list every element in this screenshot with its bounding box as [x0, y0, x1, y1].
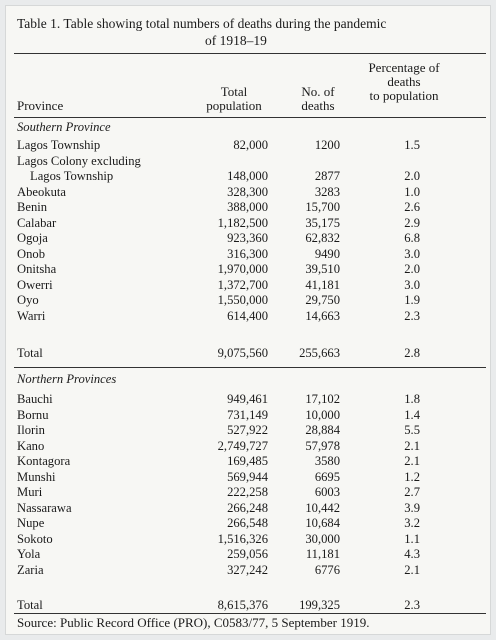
- table-row: [6, 231, 492, 245]
- percentage-cell: 5.5: [404, 423, 420, 437]
- percentage-cell: 2.1: [404, 562, 420, 577]
- deaths-cell: 1200: [314, 138, 340, 152]
- table-row: [6, 563, 492, 577]
- deaths-cell: 29,750: [305, 293, 340, 307]
- total-label: Total: [17, 346, 43, 360]
- percentage-cell: 2.3: [404, 308, 420, 323]
- total-row-northern: [6, 598, 492, 612]
- population-cell: 1,516,326: [217, 531, 268, 546]
- deaths-cell: 35,175: [305, 215, 340, 230]
- table-row: [6, 439, 492, 453]
- table-row: [6, 309, 492, 323]
- table-row: [6, 185, 492, 199]
- top-rule: [14, 53, 486, 54]
- population-cell: 731,149: [227, 407, 268, 422]
- percentage-cell: 4.3: [404, 547, 420, 561]
- header-deaths: [288, 85, 348, 113]
- province-name: Onob: [17, 246, 45, 261]
- header-deaths-line-1: No. of: [301, 84, 335, 99]
- table-row: [6, 547, 492, 561]
- section-rule: [14, 367, 486, 368]
- percentage-cell: 1.4: [404, 407, 420, 422]
- population-cell: 527,922: [227, 423, 268, 437]
- province-name: Yola: [17, 547, 41, 561]
- header-percentage-line-2: deaths: [387, 74, 421, 89]
- province-name: Lagos Township: [17, 138, 101, 152]
- population-cell: 949,461: [227, 392, 268, 406]
- percentage-cell: 1.2: [404, 469, 420, 484]
- province-name: Muri: [17, 485, 43, 499]
- table-row: [6, 216, 492, 230]
- province-name: Kontagora: [17, 454, 71, 468]
- percentage-cell: 6.8: [404, 231, 420, 245]
- header-percentage: [352, 61, 456, 103]
- deaths-cell: 6776: [314, 562, 340, 577]
- table-row: [6, 200, 492, 214]
- population-cell: 1,372,700: [217, 277, 268, 292]
- province-name: Munshi: [17, 469, 56, 484]
- deaths-cell: 30,000: [305, 531, 340, 546]
- deaths-cell: 15,700: [305, 200, 340, 214]
- document-page: [5, 5, 491, 635]
- percentage-cell: 1.0: [404, 184, 420, 199]
- percentage-cell: 2.1: [404, 438, 420, 453]
- population-cell: 569,944: [227, 469, 268, 484]
- deaths-cell: 57,978: [305, 438, 340, 453]
- province-name: Bornu: [17, 407, 49, 422]
- total-deaths: 199,325: [299, 598, 340, 612]
- deaths-cell: 11,181: [305, 547, 340, 561]
- header-percentage-line-1: Percentage of: [368, 60, 440, 75]
- province-name: Abeokuta: [17, 184, 66, 199]
- population-cell: 148,000: [227, 169, 268, 183]
- table-title-line-1: Table 1. Table showing total numbers of deaths during the pandemic: [17, 16, 387, 31]
- percentage-cell: 2.9: [404, 215, 420, 230]
- table-row: [6, 247, 492, 261]
- table-row: [6, 169, 492, 183]
- header-deaths-line-2: deaths: [301, 98, 335, 113]
- province-name: Bauchi: [17, 392, 53, 406]
- table-title-line-2: of 1918–19: [205, 33, 267, 48]
- table-row: [6, 532, 492, 546]
- section-heading-northern: [6, 372, 492, 386]
- population-cell: 327,242: [227, 562, 268, 577]
- total-population: 9,075,560: [217, 346, 268, 360]
- province-name: Oyo: [17, 293, 39, 307]
- table-title: [17, 15, 477, 49]
- source-note: Source: Public Record Office (PRO), C0583/77, 5 September 1919.: [17, 615, 370, 630]
- section-heading-label: Southern Province: [17, 120, 111, 134]
- population-cell: 169,485: [227, 454, 268, 468]
- table-row: [6, 454, 492, 468]
- deaths-cell: 2877: [314, 169, 340, 183]
- percentage-cell: 2.7: [404, 485, 420, 499]
- deaths-cell: 3283: [314, 184, 340, 199]
- header-province: Province: [17, 98, 64, 113]
- province-name: Nassarawa: [17, 500, 72, 515]
- percentage-cell: 2.0: [404, 262, 420, 276]
- header-population-line-1: Total: [220, 84, 248, 99]
- province-name: Warri: [17, 308, 46, 323]
- population-cell: 259,056: [227, 547, 268, 561]
- total-deaths: 255,663: [299, 346, 340, 360]
- table-row: [6, 485, 492, 499]
- population-cell: 82,000: [233, 138, 268, 152]
- percentage-cell: 3.0: [404, 277, 420, 292]
- province-name: Kano: [17, 438, 45, 453]
- province-name: Ogoja: [17, 231, 48, 245]
- deaths-cell: 10,442: [305, 500, 340, 515]
- province-name: Lagos Township: [30, 169, 114, 183]
- table-row: [6, 154, 492, 168]
- population-cell: 266,248: [227, 500, 268, 515]
- section-heading-southern: [6, 120, 492, 134]
- table-row: [6, 293, 492, 307]
- percentage-cell: 2.6: [404, 200, 420, 214]
- population-cell: 923,360: [227, 231, 268, 245]
- percentage-cell: 3.9: [404, 500, 420, 515]
- table-row: [6, 423, 492, 437]
- table-row: [6, 392, 492, 406]
- table-row: [6, 262, 492, 276]
- population-cell: 614,400: [227, 308, 268, 323]
- percentage-cell: 2.1: [404, 454, 420, 468]
- percentage-cell: 3.2: [404, 516, 420, 530]
- percentage-cell: 1.1: [404, 531, 420, 546]
- population-cell: 1,550,000: [217, 293, 268, 307]
- table-row: [6, 501, 492, 515]
- table-row: [6, 278, 492, 292]
- population-cell: 388,000: [227, 200, 268, 214]
- province-name: Ilorin: [17, 423, 45, 437]
- percentage-cell: 1.8: [404, 392, 420, 406]
- deaths-cell: 14,663: [305, 308, 340, 323]
- header-rule: [14, 117, 486, 118]
- deaths-cell: 6003: [314, 485, 340, 499]
- deaths-cell: 10,684: [305, 516, 340, 530]
- population-cell: 1,182,500: [217, 215, 268, 230]
- header-population: [194, 85, 274, 113]
- total-row-southern: [6, 346, 492, 360]
- table-row: [6, 470, 492, 484]
- province-name: Zaria: [17, 562, 44, 577]
- percentage-cell: 1.5: [404, 138, 420, 152]
- population-cell: 222,258: [227, 485, 268, 499]
- deaths-cell: 6695: [314, 469, 340, 484]
- population-cell: 1,970,000: [217, 262, 268, 276]
- total-population: 8,615,376: [217, 598, 268, 612]
- deaths-cell: 17,102: [305, 392, 340, 406]
- province-name: Nupe: [17, 516, 45, 530]
- header-percentage-line-3: to population: [369, 88, 439, 103]
- province-name: Lagos Colony excluding: [17, 153, 141, 168]
- percentage-cell: 1.9: [404, 293, 420, 307]
- province-name: Onitsha: [17, 262, 57, 276]
- deaths-cell: 41,181: [305, 277, 340, 292]
- population-cell: 316,300: [227, 246, 268, 261]
- table-row: [6, 138, 492, 152]
- header-population-line-2: population: [206, 98, 262, 113]
- deaths-cell: 10,000: [305, 407, 340, 422]
- table-row: [6, 516, 492, 530]
- deaths-cell: 28,884: [305, 423, 340, 437]
- deaths-cell: 39,510: [305, 262, 340, 276]
- province-name: Benin: [17, 200, 48, 214]
- percentage-cell: 3.0: [404, 246, 420, 261]
- province-name: Sokoto: [17, 531, 53, 546]
- province-name: Owerri: [17, 277, 53, 292]
- province-name: Calabar: [17, 215, 57, 230]
- population-cell: 266,548: [227, 516, 268, 530]
- total-percentage: 2.3: [404, 598, 420, 612]
- total-percentage: 2.8: [404, 346, 420, 360]
- percentage-cell: 2.0: [404, 169, 420, 183]
- deaths-cell: 3580: [314, 454, 340, 468]
- total-label: Total: [17, 598, 43, 612]
- deaths-cell: 9490: [314, 246, 340, 261]
- population-cell: 328,300: [227, 184, 268, 199]
- section-heading-label: Northern Provinces: [17, 372, 117, 386]
- deaths-cell: 62,832: [305, 231, 340, 245]
- table-row: [6, 408, 492, 422]
- bottom-rule: [14, 613, 486, 614]
- population-cell: 2,749,727: [217, 438, 268, 453]
